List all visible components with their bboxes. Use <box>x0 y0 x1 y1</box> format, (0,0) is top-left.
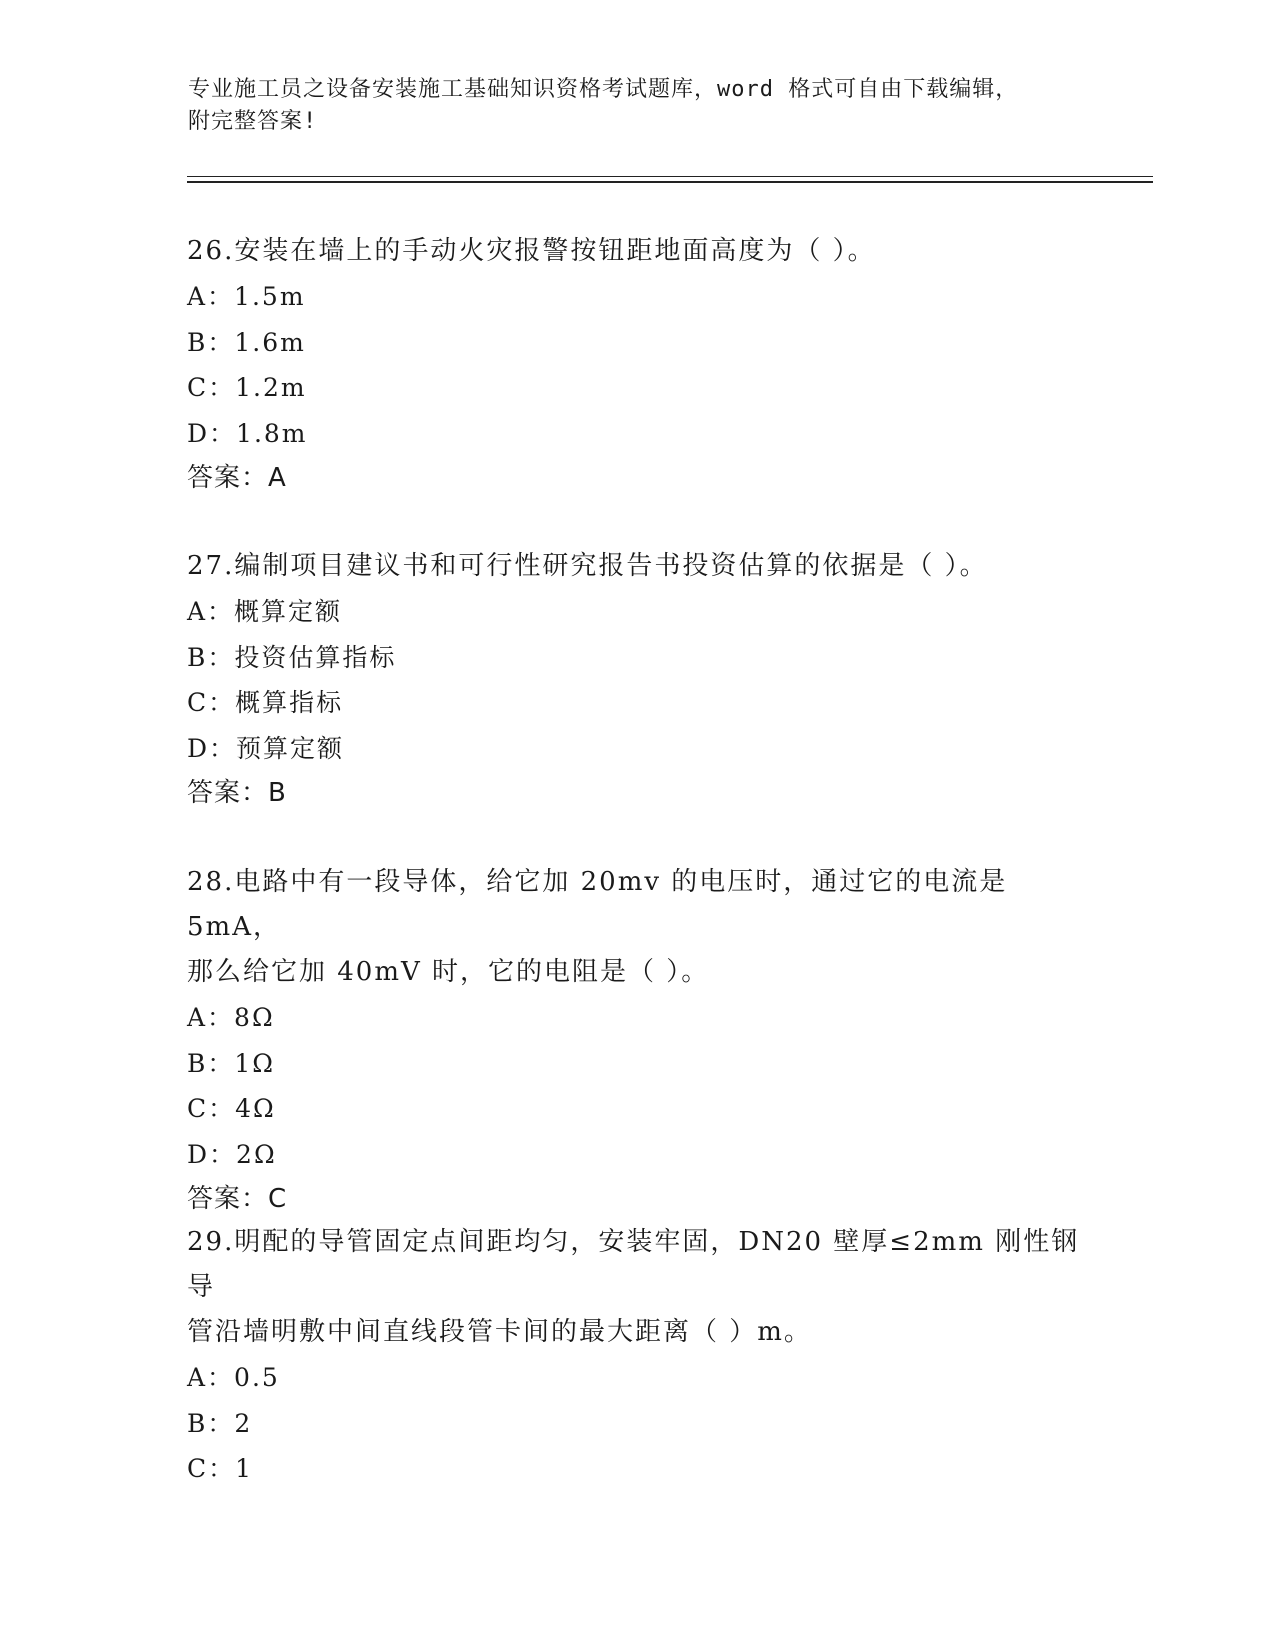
option-c: C：1.2m <box>187 373 307 402</box>
question-29 <box>187 1220 1107 1492</box>
question-stem: 27.编制项目建议书和可行性研究报告书投资估算的依据是（ ）。 <box>187 551 988 581</box>
header-divider-thick <box>187 181 1153 183</box>
answer: 答案：B <box>187 778 287 808</box>
option-d: D：2Ω <box>187 1139 277 1169</box>
answer: 答案：C <box>187 1184 288 1214</box>
option-b: B：2 <box>187 1408 253 1438</box>
question-28 <box>187 860 1107 1222</box>
option-a: A：8Ω <box>187 1003 275 1032</box>
option-c: C：4Ω <box>187 1094 276 1123</box>
question-stem: 28.电路中有一段导体，给它加 20mv 的电压时，通过它的电流是 5mA， <box>187 867 1008 942</box>
document-header <box>188 74 1088 138</box>
header-divider-thin <box>187 176 1153 177</box>
option-c: C：1 <box>187 1454 254 1483</box>
option-b: B：1Ω <box>187 1048 276 1078</box>
question-stem: 26.安装在墙上的手动火灾报警按钮距地面高度为（ ）。 <box>187 236 876 266</box>
header-line-1: 专业施工员之设备安装施工基础知识资格考试题库，word 格式可自由下载编辑， <box>188 77 1019 102</box>
option-a: A：概算定额 <box>187 597 343 626</box>
question-stem-cont: 那么给它加 40mV 时，它的电阻是（ ）。 <box>187 957 710 987</box>
answer: 答案：A <box>187 463 287 493</box>
option-d: D：预算定额 <box>187 733 345 763</box>
question-stem: 29.明配的导管固定点间距均匀，安装牢固，DN20 壁厚≤2mm 刚性钢导 <box>187 1227 1080 1302</box>
question-26 <box>187 229 1107 501</box>
option-d: D：1.8m <box>187 418 308 448</box>
option-b: B：1.6m <box>187 327 306 357</box>
option-a: A：0.5 <box>187 1363 280 1392</box>
question-27 <box>187 544 1107 816</box>
option-c: C：概算指标 <box>187 688 344 717</box>
question-stem-cont: 管沿墙明敷中间直线段管卡间的最大距离（ ）m。 <box>187 1317 812 1347</box>
option-a: A：1.5m <box>187 282 306 311</box>
header-line-2: 附完整答案! <box>188 109 318 134</box>
option-b: B：投资估算指标 <box>187 642 397 672</box>
